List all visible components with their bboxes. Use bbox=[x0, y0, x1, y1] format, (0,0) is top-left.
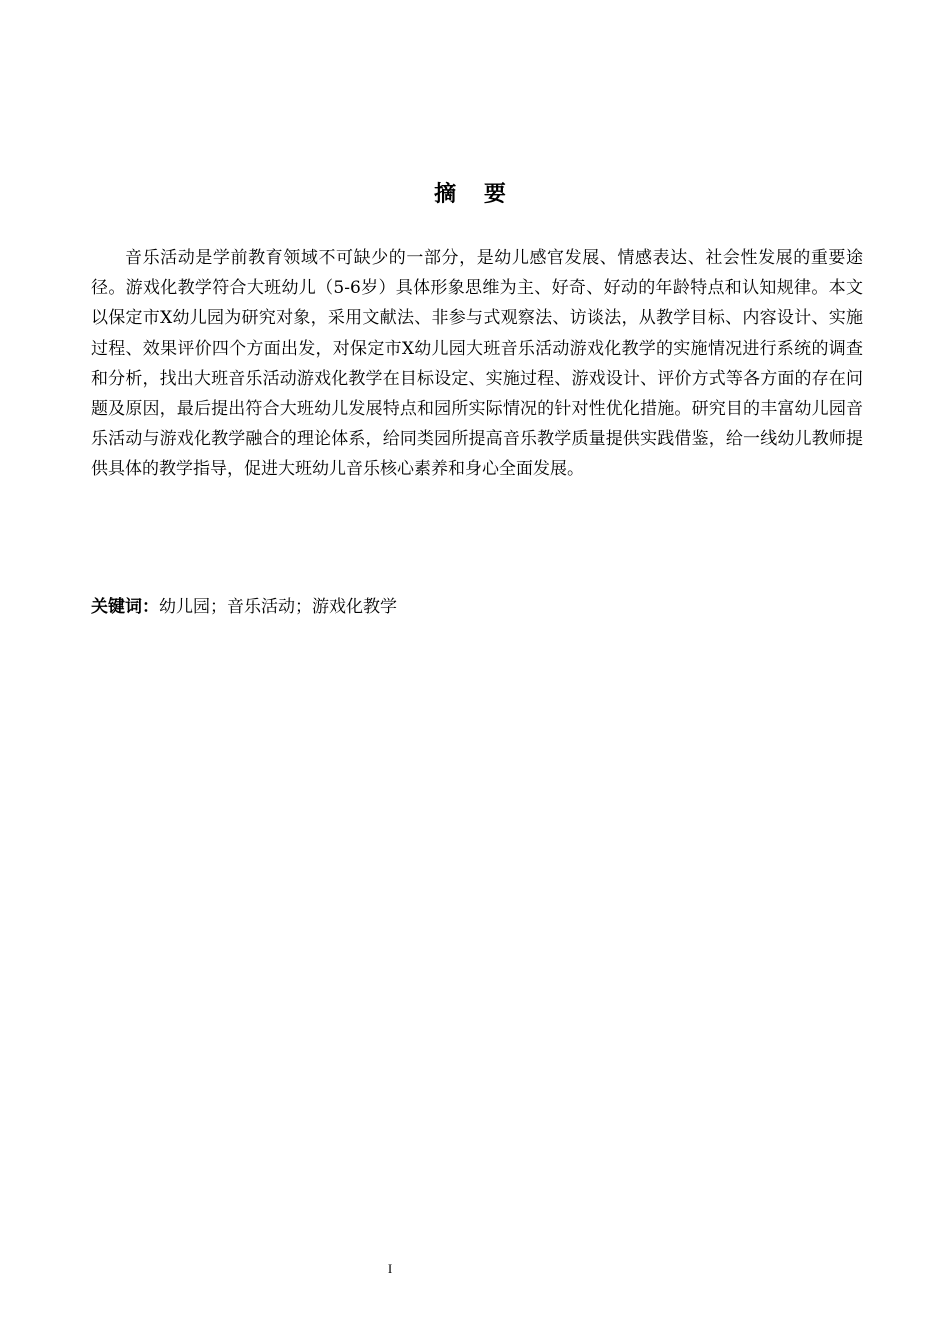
abstract-body: 音乐活动是学前教育领域不可缺少的一部分，是幼儿感官发展、情感表达、社会性发展的重要途径。游戏化教学符合大班幼儿（5-6岁）具体形象思维为主、好奇、好动的年龄特点和认知规律。本文以保定市X幼儿园为研究对象，采用文献法、非参与式观察法、访谈法，从教学目标、内容设计、实施过程、效果评价四个方面出发，对保定市X幼儿园大班音乐活动游戏化教学的实施情况进行系统的调查和分析，找出大班音乐活动游戏化教学在目标设定、实施过程、游戏设计、评价方式等各方面的存在问题及原因，最后提出符合大班幼儿发展特点和园所实际情况的针对性优化措施。研究目的丰富幼儿园音乐活动与游戏化教学融合的理论体系，给同类园所提高音乐教学质量提供实践借鉴，给一线幼儿教师提供具体的教学指导，促进大班幼儿音乐核心素养和身心全面发展。 bbox=[91, 248, 863, 480]
keywords-text: 幼儿园；音乐活动；游戏化教学 bbox=[159, 597, 397, 617]
keywords-line bbox=[91, 594, 863, 620]
keywords-label: 关键词： bbox=[91, 597, 159, 617]
abstract-title: 摘 要 bbox=[434, 182, 516, 207]
page-number: I bbox=[387, 1261, 393, 1276]
